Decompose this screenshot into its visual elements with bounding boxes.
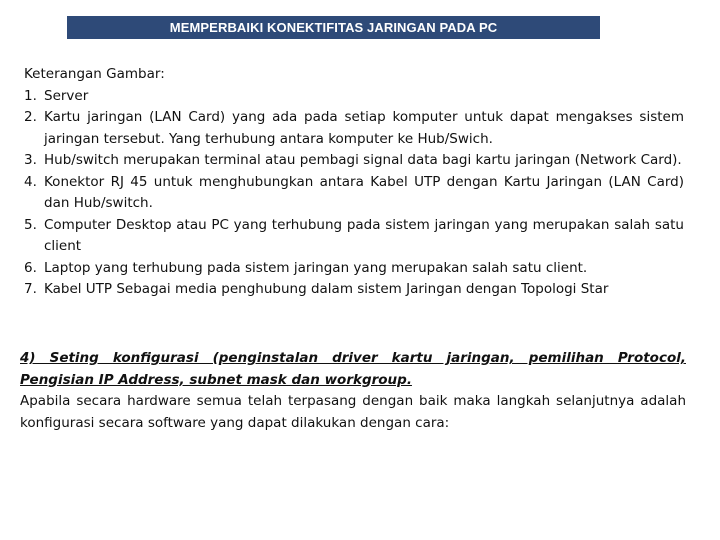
list-item-number: 3. xyxy=(24,152,37,168)
list-item-text: Computer Desktop atau PC yang terhubung pada sistem jaringan yang merupakan salah satu client xyxy=(44,216,684,254)
list-item-text: Laptop yang terhubung pada sistem jaringan yang merupakan salah satu client. xyxy=(44,259,588,276)
list-item xyxy=(24,86,684,108)
configuration-section xyxy=(20,348,686,434)
list-item-number: 7. xyxy=(24,281,37,297)
list-item-text: Kabel UTP Sebagai media penghubung dalam sistem Jaringan dengan Topologi Star xyxy=(44,281,609,297)
list-item-number: 4. xyxy=(24,173,37,190)
list-item-number: 2. xyxy=(24,109,37,125)
list-item xyxy=(24,279,684,301)
list-item-number: 6. xyxy=(24,259,37,276)
list-item xyxy=(24,150,684,172)
list-item xyxy=(24,215,684,258)
legend-list xyxy=(24,86,684,301)
section-body: Apabila secara hardware semua telah terpasang dengan baik maka langkah selanjutnya adalah konfigurasi secara software yang dapat dilakukan dengan cara: xyxy=(20,393,686,431)
page-title: MEMPERBAIKI KONEKTIFITAS JARINGAN PADA PC xyxy=(169,20,498,35)
list-item xyxy=(24,107,684,150)
figure-legend xyxy=(24,64,684,301)
title-banner xyxy=(67,16,600,39)
list-item xyxy=(24,172,684,215)
section-heading: 4) Seting konfigurasi (penginstalan driver kartu jaringan, pemilihan Protocol, Pengisian IP Address, subnet mask dan workgroup. xyxy=(20,350,686,388)
list-item-text: Hub/switch merupakan terminal atau pembagi signal data bagi kartu jaringan (Network Card). xyxy=(44,152,682,168)
list-item-text: Kartu jaringan (LAN Card) yang ada pada setiap komputer untuk dapat mengakses sistem jaringan tersebut. Yang terhubung antara komputer ke Hub/Swich. xyxy=(44,109,684,147)
list-item-number: 5. xyxy=(24,216,37,233)
legend-heading: Keterangan Gambar: xyxy=(24,66,165,82)
list-item xyxy=(24,258,684,280)
list-item-text: Konektor RJ 45 untuk menghubungkan antara Kabel UTP dengan Kartu Jaringan (LAN Card) dan Hub/switch. xyxy=(44,173,684,211)
list-item-number: 1. xyxy=(24,87,37,104)
list-item-text: Server xyxy=(44,87,89,104)
